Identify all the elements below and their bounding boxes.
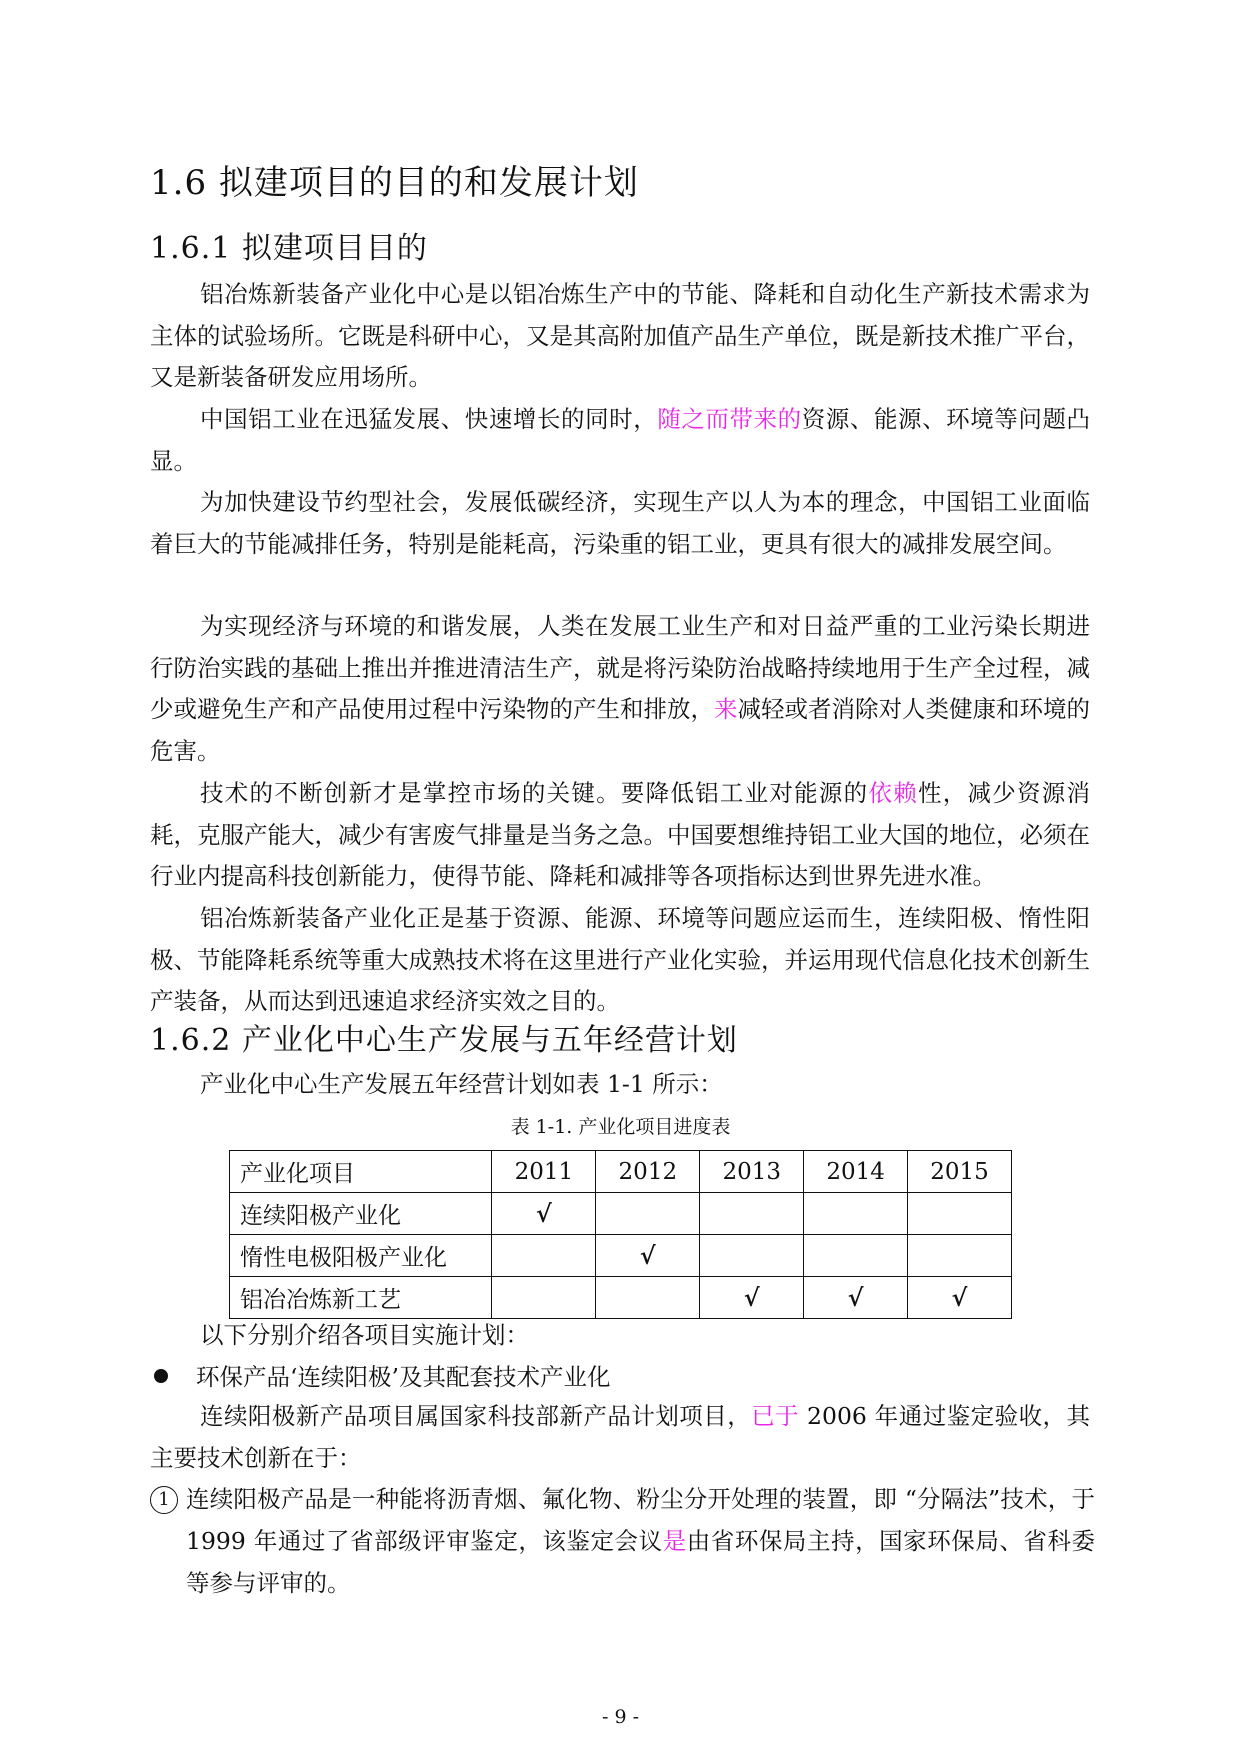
- header-cell: 2014: [804, 1151, 908, 1193]
- paragraph-1: 铝冶炼新装备产业化中心是以铝冶炼生产中的节能、降耗和自动化生产新技术需求为主体的试验场所。它既是科研中心，又是其高附加值产品生产单位，既是新技术推广平台，又是新装备研发应用场所。: [150, 280, 1090, 392]
- paragraph-2: [150, 399, 1090, 482]
- highlighted-text: 依赖: [868, 779, 918, 807]
- table-row: [230, 1235, 1012, 1277]
- header-cell: 产业化项目: [230, 1151, 492, 1193]
- paragraph-8-text-b: 2006 年通过鉴定验收，其主要技术创新在于：: [150, 1402, 1091, 1472]
- highlighted-text: 随之而带来的: [657, 405, 802, 433]
- paragraph-6: 铝冶炼新装备产业化正是基于资源、能源、环境等问题应运而生，连续阳极、惰性阳极、节能降耗系统等重大成熟技术将在这里进行产业化实验，并运用现代信息化技术创新生产装备，从而达到迅速追求经济实效之目的。: [150, 904, 1090, 1016]
- header-cell: 2015: [908, 1151, 1012, 1193]
- paragraph-8-text-a: 连续阳极新产品项目属国家科技部新产品计划项目，: [200, 1402, 752, 1430]
- header-cell: 2011: [492, 1151, 596, 1193]
- paragraph-3: 为加快建设节约型社会，发展低碳经济，实现生产以人为本的理念，中国铝工业面临着巨大的节能减排任务，特别是能耗高，污染重的铝工业，更具有很大的减排发展空间。: [150, 488, 1090, 558]
- check-mark-cell: [804, 1235, 908, 1277]
- header-cell: 2013: [700, 1151, 804, 1193]
- subsection-heading-1: 1.6.1 拟建项目目的: [150, 231, 428, 266]
- check-mark-cell: [700, 1235, 804, 1277]
- enumerated-item-text: [186, 1478, 1095, 1604]
- check-mark-cell: √: [596, 1235, 700, 1277]
- enumerated-item: [150, 1478, 1095, 1604]
- check-mark-cell: [700, 1193, 804, 1235]
- header-cell: 2012: [596, 1151, 700, 1193]
- page-number: - 9 -: [601, 1706, 639, 1728]
- paragraph-2-text-b: 资源、能源、环境等问题凸显。: [150, 405, 1091, 475]
- after-table-text: 以下分别介绍各项目实施计划：: [200, 1321, 529, 1349]
- check-mark-cell: [596, 1277, 700, 1319]
- table-intro: 产业化中心生产发展五年经营计划如表 1-1 所示：: [200, 1070, 723, 1098]
- check-mark-cell: [492, 1235, 596, 1277]
- enum-text-b: 由省环保局主持，国家环保局、省科委等参与评审的。: [186, 1527, 1096, 1597]
- paragraph-5: [150, 773, 1090, 898]
- highlighted-text: 是: [662, 1527, 687, 1555]
- table-caption: 表 1-1. 产业化项目进度表: [510, 1116, 731, 1138]
- check-mark-cell: [492, 1277, 596, 1319]
- project-name-cell: 惰性电极阳极产业化: [230, 1235, 492, 1277]
- check-mark-cell: √: [908, 1277, 1012, 1319]
- bullet-item: [150, 1356, 610, 1398]
- paragraph-5-text-a: 技术的不断创新才是掌控市场的关键。要降低铝工业对能源的: [200, 779, 869, 807]
- paragraph-4-text-a: 为实现经济与环境的和谐发展，人类在发展工业生产和对日益严重的工业污染长期进行防治实践的基础上推出并推进清洁生产，就是将污染防治战略持续地用于生产全过程，减少或避免生产和产品使用过程中污染物的产生和排放，: [150, 612, 1090, 724]
- highlighted-text: 已于: [751, 1402, 800, 1430]
- project-name-cell: 连续阳极产业化: [230, 1193, 492, 1235]
- paragraph-4-text-b: 减轻或者消除对人类健康和环境的危害。: [150, 695, 1090, 765]
- enum-text-a: 连续阳极产品是一种能将沥青烟、氟化物、粉尘分开处理的装置，即 “分隔法”技术，于 1999 年通过了省部级评审鉴定，该鉴定会议: [186, 1485, 1095, 1555]
- table-header-row: [230, 1151, 1012, 1193]
- project-name-cell: 铝冶冶炼新工艺: [230, 1277, 492, 1319]
- schedule-table: [229, 1150, 1012, 1319]
- check-mark-cell: √: [492, 1193, 596, 1235]
- paragraph-2-text-a: 中国铝工业在迅猛发展、快速增长的同时，: [200, 405, 658, 433]
- check-mark-cell: [804, 1193, 908, 1235]
- check-mark-cell: [908, 1235, 1012, 1277]
- bullet-text: 环保产品‘连续阳极’及其配套技术产业化: [196, 1363, 611, 1391]
- table-row: [230, 1277, 1012, 1319]
- check-mark-cell: √: [804, 1277, 908, 1319]
- check-mark-cell: [596, 1193, 700, 1235]
- section-heading: 1.6 拟建项目的目的和发展计划: [150, 163, 639, 203]
- circled-number-icon: 1: [150, 1486, 178, 1514]
- paragraph-8: [150, 1396, 1090, 1479]
- paragraph-5-text-b: 性，减少资源消耗，克服产能大，减少有害废气排量是当务之急。中国要想维持铝工业大国的地位，必须在行业内提高科技创新能力，使得节能、降耗和减排等各项指标达到世界先进水准。: [150, 779, 1091, 891]
- bullet-dot-icon: [154, 1369, 168, 1383]
- check-mark-cell: [908, 1193, 1012, 1235]
- highlighted-text: 来: [714, 695, 738, 724]
- table-row: [230, 1193, 1012, 1235]
- subsection-heading-2: 1.6.2 产业化中心生产发展与五年经营计划: [150, 1023, 738, 1058]
- check-mark-cell: √: [700, 1277, 804, 1319]
- paragraph-4: [150, 606, 1090, 772]
